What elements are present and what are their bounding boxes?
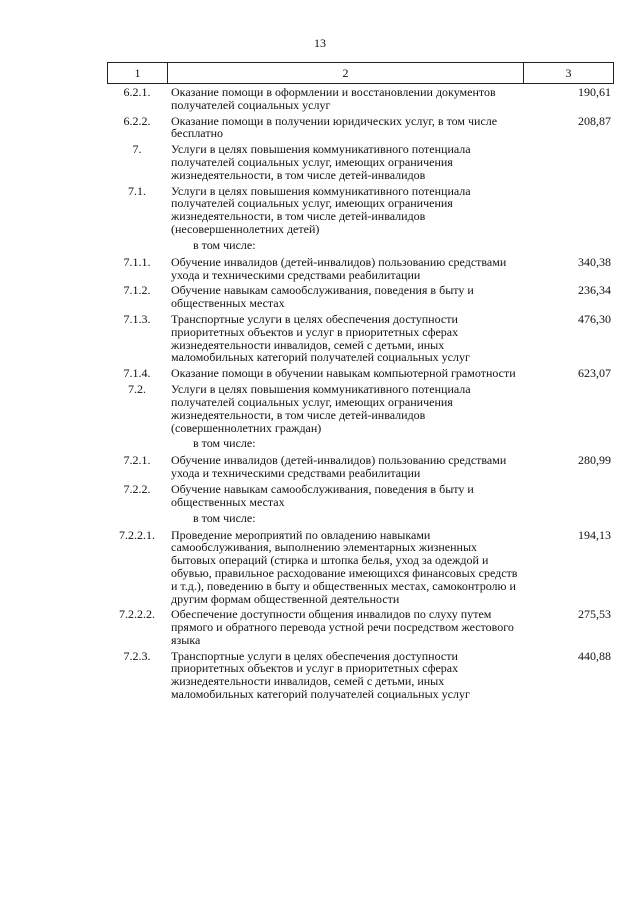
row-description: Услуги в целях повышения коммуникативного потенциала получателей социальных услуг, имеющих ограничения жизнедеятельности, в том числе детей-инвалидов (совершеннолетних граждан)	[171, 382, 471, 435]
row-description: Оказание помощи в получении юридических услуг, в том числе бесплатно	[171, 113, 498, 141]
row-number: 7.1.3.	[123, 311, 151, 326]
row-description: Услуги в целях повышения коммуникативного потенциала получателей социальных услуг, имеющих ограничения жизнедеятельности, в том числе детей-инвалидов (несовершеннолетних детей)	[171, 183, 471, 236]
row-price: 340,38	[578, 254, 611, 269]
table-row	[107, 608, 613, 646]
table-row	[107, 529, 613, 606]
row-number: 7.2.2.1.	[119, 527, 155, 542]
row-price: 236,34	[578, 283, 611, 298]
row-price: 476,30	[578, 311, 611, 326]
row-number: 7.2.2.	[123, 481, 151, 496]
subheading-in-that-number: в том числе:	[193, 436, 256, 451]
table-row	[107, 143, 613, 181]
row-price: 194,13	[578, 527, 611, 542]
row-price	[523, 483, 615, 509]
table-row	[107, 367, 613, 380]
table-row	[107, 313, 613, 364]
table-body	[107, 86, 613, 704]
row-description: Транспортные услуги в целях обеспечения доступности приоритетных объектов и услуг в приоритетных сферах жизнедеятельности инвалидов, семей с детьми, иных маломобильных категорий получателей социальных услуг	[171, 648, 470, 702]
subheading-in-that-number: в том числе:	[193, 510, 256, 525]
table-row	[107, 483, 613, 509]
table-row	[107, 454, 613, 480]
table-row	[107, 284, 613, 310]
row-number: 6.2.1.	[123, 85, 151, 99]
row-price: 275,53	[578, 607, 611, 622]
row-description: Транспортные услуги в целях обеспечения доступности приоритетных объектов и услуг в приоритетных сферах жизнедеятельности инвалидов, семей с детьми, иных маломобильных категорий получателей социальных услуг	[171, 311, 470, 365]
row-number: 6.2.2.	[123, 113, 151, 128]
row-price: 623,07	[578, 366, 611, 381]
table-header	[107, 62, 614, 84]
row-number: 7.1.1.	[123, 254, 151, 269]
column-1-header: 1	[108, 63, 168, 84]
row-description: Обучение инвалидов (детей-инвалидов) пользованию средствами ухода и техническими средствами реабилитации	[171, 254, 507, 282]
table-row	[107, 185, 613, 236]
table-row	[107, 256, 613, 282]
table-row	[107, 650, 613, 701]
column-2-header: 2	[168, 63, 524, 84]
row-number: 7.1.	[128, 183, 146, 198]
row-description: Обучение навыкам самообслуживания, поведения в быту и общественных местах	[171, 481, 474, 509]
row-price	[523, 185, 615, 236]
row-description: Оказание помощи в оформлении и восстановлении документов получателей социальных услуг	[171, 85, 496, 112]
row-number: 7.2.3.	[123, 648, 151, 663]
row-price	[523, 383, 615, 434]
row-price: 190,61	[578, 85, 611, 99]
table-row	[107, 86, 613, 112]
row-number: 7.2.	[128, 382, 146, 397]
row-description: Оказание помощи в обучении навыкам компьютерной грамотности	[171, 366, 516, 381]
row-price: 208,87	[578, 113, 611, 128]
page-number: 13	[314, 36, 326, 50]
row-number: 7.2.1.	[123, 453, 151, 468]
table-row	[107, 115, 613, 141]
row-price	[523, 143, 615, 181]
column-3-header: 3	[524, 63, 614, 84]
row-price: 440,88	[578, 648, 611, 663]
row-number: 7.1.2.	[123, 283, 151, 298]
subheading-in-that-number: в том числе:	[193, 237, 256, 252]
row-description: Услуги в целях повышения коммуникативного потенциала получателей социальных услуг, имеющих ограничения жизнедеятельности, в том числе детей-инвалидов	[171, 142, 471, 182]
row-number: 7.1.4.	[123, 366, 151, 381]
row-number: 7.	[132, 142, 142, 157]
row-description: Обеспечение доступности общения инвалидов по слуху путем прямого и обратного перевода устной речи посредством жестового языка	[171, 607, 514, 647]
row-number: 7.2.2.2.	[119, 607, 155, 622]
row-price: 280,99	[578, 453, 611, 468]
row-description: Проведение мероприятий по овладению навыками самообслуживания, выполнению элементарных жизненных бытовых операций (стирка и штопка белья, уход за одеждой и обувью, правильное расходование имеющихся финансовых средств и т.д.), поведению в быту и общественных местах, самоконтролю и другим формам общественной деятельности	[171, 527, 518, 606]
row-description: Обучение навыкам самообслуживания, поведения в быту и общественных местах	[171, 283, 474, 311]
row-description: Обучение инвалидов (детей-инвалидов) пользованию средствами ухода и техническими средствами реабилитации	[171, 453, 507, 481]
table-row	[107, 383, 613, 434]
